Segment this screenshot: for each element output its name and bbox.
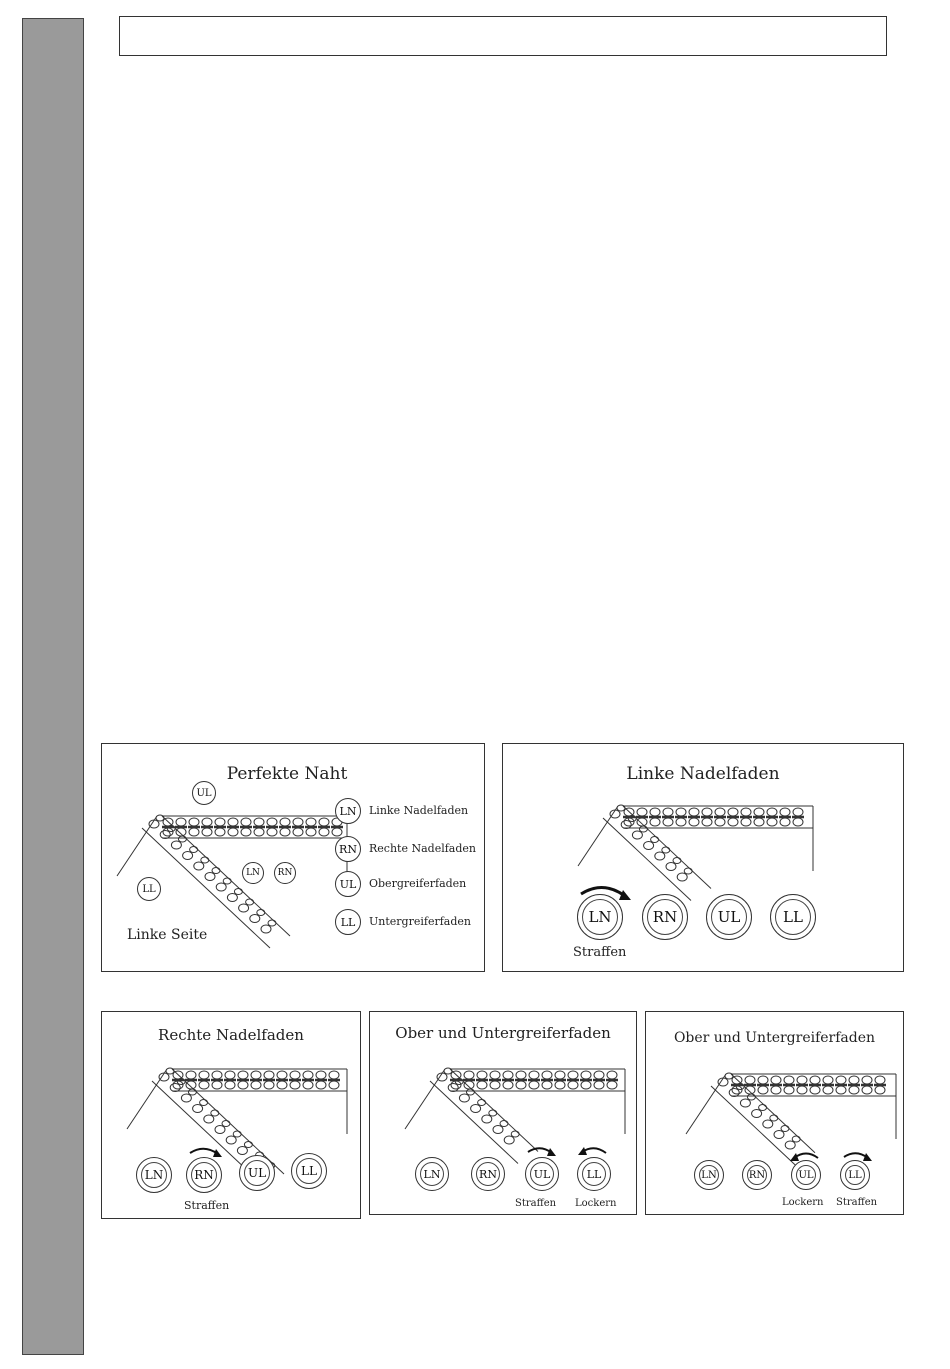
legend-code-ll: LL [335, 909, 361, 935]
panel-left-needle [502, 743, 904, 972]
panel-title: Perfekte Naht [226, 764, 348, 784]
legend-code-ln: LN [335, 798, 361, 824]
dial-rn[interactable]: RN [186, 1157, 222, 1193]
panel-title: Rechte Nadelfaden [158, 1026, 304, 1044]
legend-text-ln: Linke Nadelfaden [369, 804, 469, 817]
ul-marker: UL [192, 781, 216, 805]
dial-ul[interactable]: UL [239, 1155, 275, 1191]
dial-ll[interactable]: LL [770, 894, 816, 940]
ln-marker: LN [242, 862, 264, 884]
panel-title: Linke Nadelfaden [626, 764, 780, 784]
action-label-ll: Lockern [575, 1198, 617, 1209]
action-label-ul: Straffen [515, 1198, 557, 1209]
legend-text-ul: Obergreiferfaden [369, 877, 467, 890]
dial-ul[interactable]: UL [791, 1160, 821, 1190]
side-label: Linke Seite [127, 927, 208, 943]
action-label: Straffen [184, 1199, 230, 1212]
dial-rn[interactable]: RN [471, 1157, 505, 1191]
dial-ll[interactable]: LL [840, 1160, 870, 1190]
dial-ll[interactable]: LL [291, 1153, 327, 1189]
panel-looper-b [645, 1011, 904, 1215]
dial-ul[interactable]: UL [525, 1157, 559, 1191]
header-box [119, 16, 887, 56]
legend-code-rn: RN [335, 836, 361, 862]
dial-ln[interactable]: LN [577, 894, 623, 940]
action-label: Straffen [573, 945, 627, 960]
panel-title: Ober und Untergreiferfaden [395, 1024, 611, 1042]
panel-right-needle [101, 1011, 361, 1219]
panel-perfect-seam [101, 743, 485, 972]
panel-title: Ober und Untergreiferfaden [673, 1030, 876, 1046]
rn-marker: RN [274, 862, 296, 884]
panel-looper-a [369, 1011, 637, 1215]
legend-text-rn: Rechte Nadelfaden [369, 842, 476, 855]
action-label-ll: Straffen [836, 1197, 878, 1208]
legend-text-ll: Untergreiferfaden [369, 915, 471, 928]
straffen-arrow-icon [503, 744, 904, 972]
dial-ln[interactable]: LN [694, 1160, 724, 1190]
dial-rn[interactable]: RN [642, 894, 688, 940]
legend-code-ul: UL [335, 871, 361, 897]
side-bar [22, 18, 84, 1355]
ll-marker: LL [137, 877, 161, 901]
dial-ln[interactable]: LN [415, 1157, 449, 1191]
dial-rn[interactable]: RN [742, 1160, 772, 1190]
dial-ll[interactable]: LL [577, 1157, 611, 1191]
action-label-ul: Lockern [782, 1197, 824, 1208]
dial-ln[interactable]: LN [136, 1157, 172, 1193]
dial-ul[interactable]: UL [706, 894, 752, 940]
